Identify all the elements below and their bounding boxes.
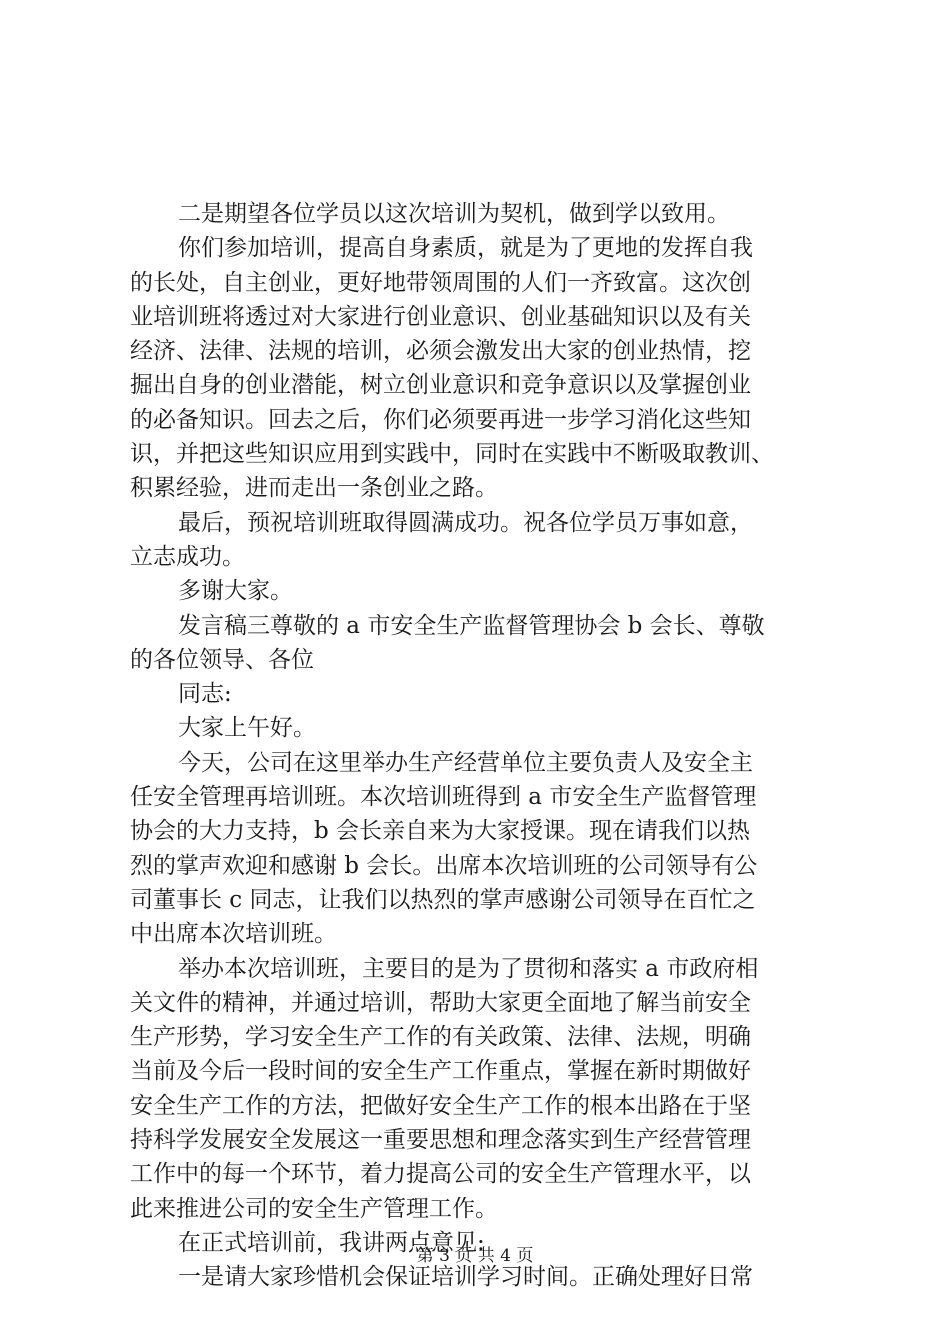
text-line: 一是请大家珍惜机会保证培训学习时间。正确处理好日常 [178, 1264, 753, 1291]
text-line: 识，并把这些知识应用到实践中，同时在实践中不断吸取教训、 [130, 441, 774, 468]
text-line: 此来推进公司的安全生产管理工作。 [130, 1195, 498, 1222]
text-line: 烈的掌声欢迎和感谢 b 会长。出席本次培训班的公司领导有公 [130, 852, 758, 879]
document-body [130, 197, 840, 1295]
text-line: 在正式培训前，我讲两点意见: [178, 1229, 485, 1256]
text-line: 同志: [178, 681, 232, 708]
text-line: 生产形势，学习安全生产工作的有关政策、法律、法规，明确 [130, 1024, 751, 1051]
page-footer: 第 3 页 共 4 页 [416, 1246, 534, 1266]
text-line: 经济、法律、法规的培训，必须会激发出大家的创业热情，挖 [130, 338, 751, 365]
text-line: 司董事长 c 同志，让我们以热烈的掌声感谢公司领导在百忙之 [130, 886, 756, 913]
text-line: 最后，预祝培训班取得圆满成功。祝各位学员万事如意， [178, 509, 753, 536]
text-line: 二是期望各位学员以这次培训为契机，做到学以致用。 [178, 201, 730, 227]
text-line: 任安全管理再培训班。本次培训班得到 a 市安全生产监督管理 [130, 784, 757, 811]
text-line: 安全生产工作的方法，把做好安全生产工作的根本出路在于坚 [130, 1092, 751, 1119]
text-line: 关文件的精神，并通过培训，帮助大家更全面地了解当前安全 [130, 989, 751, 1016]
text-line: 掘出自身的创业潜能，树立创业意识和竞争意识以及掌握创业 [130, 372, 751, 399]
text-line: 积累经验，进而走出一条创业之路。 [130, 475, 498, 502]
text-line: 的各位领导、各位 [130, 646, 314, 673]
text-line: 的必备知识。回去之后，你们必须要再进一步学习消化这些知 [130, 406, 751, 433]
text-line: 你们参加培训，提高自身素质，就是为了更地的发挥自我 [178, 235, 753, 262]
text-line: 协会的大力支持，b 会长亲自来为大家授课。现在请我们以热 [130, 818, 751, 845]
text-line: 大家上午好。 [178, 715, 316, 742]
text-line: 当前及今后一段时间的安全生产工作重点，掌握在新时期做好 [130, 1058, 751, 1085]
text-line: 立志成功。 [130, 543, 245, 570]
text-line: 今天，公司在这里举办生产经营单位主要负责人及安全主 [178, 749, 753, 776]
text-line: 持科学发展安全发展这一重要思想和理念落实到生产经营管理 [130, 1127, 751, 1154]
text-line: 中出席本次培训班。 [130, 921, 337, 948]
text-line: 工作中的每一个环节，着力提高公司的安全生产管理水平，以 [130, 1161, 751, 1188]
text-line: 业培训班将透过对大家进行创业意识、创业基础知识以及有关 [130, 303, 751, 330]
text-line: 多谢大家。 [178, 578, 293, 605]
text-line: 举办本次培训班，主要目的是为了贯彻和落实 a 市政府相 [178, 955, 759, 982]
text-line: 的长处，自主创业，更好地带领周围的人们一齐致富。这次创 [130, 269, 751, 296]
text-line: 发言稿三尊敬的 a 市安全生产监督管理协会 b 会长、尊敬 [178, 612, 765, 639]
